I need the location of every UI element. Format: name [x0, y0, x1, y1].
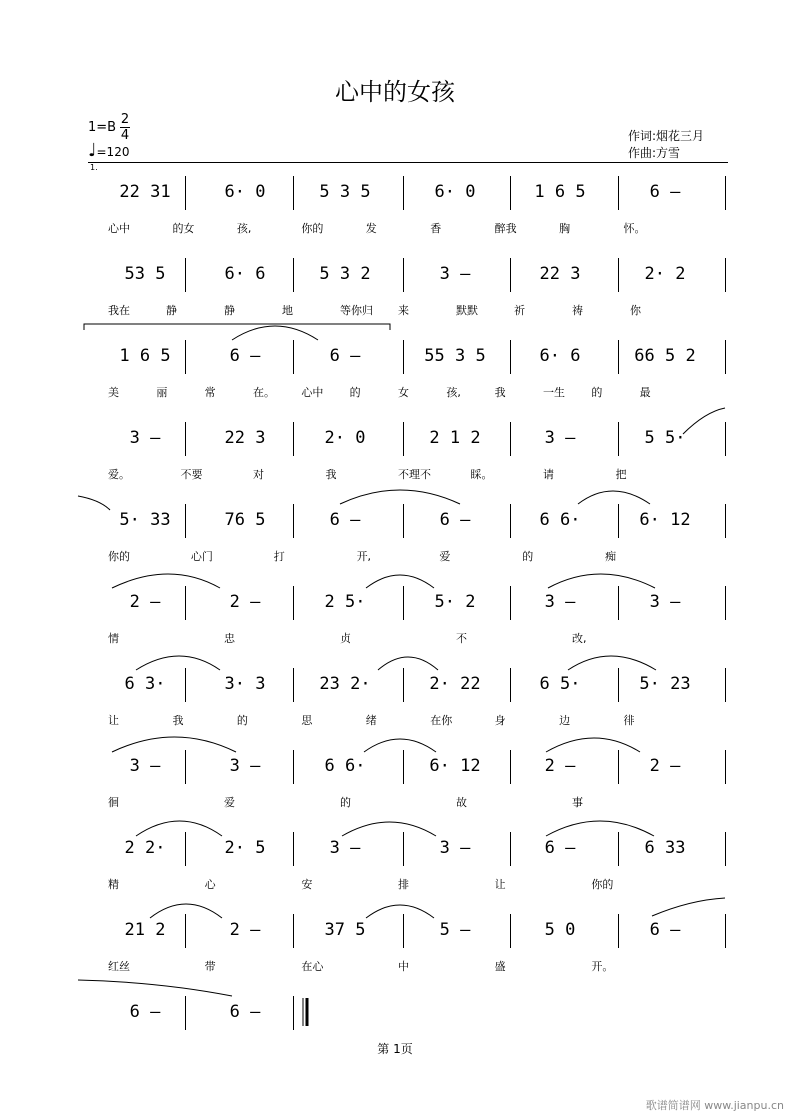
lyric: 对 — [253, 468, 264, 481]
slur — [568, 656, 656, 670]
barline — [185, 586, 186, 620]
lyric: 的 — [340, 796, 351, 809]
measure-notes: 6 33 — [644, 838, 686, 858]
barline — [185, 176, 186, 210]
barline — [185, 750, 186, 784]
barline — [403, 422, 404, 456]
lyric: 胸 — [559, 222, 571, 235]
measure-notes: 6 – — [329, 346, 361, 366]
lyric: 怀。 — [623, 222, 646, 235]
lyric: 忠 — [224, 632, 235, 645]
lyric: 祷 — [572, 304, 583, 317]
watermark: 歌谱简谱网 www.jianpu.cn — [645, 1099, 784, 1112]
lyric: 的 — [236, 714, 248, 727]
measure-notes: 3 – — [544, 592, 576, 612]
lyric: 我 — [325, 468, 337, 481]
measure-notes: 2 – — [649, 756, 681, 776]
measure-notes: 3 – — [129, 756, 161, 776]
lyric: 痴 — [605, 550, 617, 563]
barline — [725, 504, 726, 538]
barline — [618, 504, 619, 538]
barline — [618, 340, 619, 374]
barline — [618, 422, 619, 456]
barline — [618, 176, 619, 210]
measure-notes: 6 – — [229, 346, 261, 366]
lyric: 开。 — [591, 960, 614, 973]
lyric: 你的 — [301, 222, 324, 235]
measure-notes: 23 2· — [319, 674, 371, 694]
slur — [364, 739, 436, 752]
slur — [78, 496, 110, 510]
measure-notes: 6· 6 — [224, 264, 266, 284]
measure-notes: 22 3 — [224, 428, 266, 448]
measure-notes: 5 – — [439, 920, 471, 940]
lyric: 的女 — [172, 222, 195, 235]
barline — [403, 504, 404, 538]
measure-notes: 6· 6 — [539, 346, 581, 366]
measure-notes: 6 3· — [124, 674, 166, 694]
lyric: 等你归 — [340, 304, 373, 317]
measure-notes: 5 3 2 — [319, 264, 371, 284]
barline — [403, 340, 404, 374]
time-signature — [120, 112, 130, 143]
slur — [136, 656, 220, 670]
lyric: 在你 — [430, 714, 453, 727]
lyric: 打 — [273, 550, 285, 563]
barline — [725, 176, 726, 210]
lyric: 故 — [456, 796, 467, 809]
measure-notes: 6 – — [439, 510, 471, 530]
barline — [510, 422, 511, 456]
lyric: 把 — [615, 468, 627, 481]
lyric: 心 — [204, 878, 216, 891]
measure-notes: 1 6 5 — [534, 182, 586, 202]
barline — [725, 340, 726, 374]
slur — [340, 490, 460, 504]
measure-notes: 22 3 — [539, 264, 581, 284]
lyric: 女 — [398, 386, 409, 399]
time-sig-bottom: 4 — [120, 128, 130, 143]
barline — [618, 914, 619, 948]
barline — [510, 504, 511, 538]
barline — [293, 422, 294, 456]
lyric: 情 — [108, 632, 119, 645]
barline — [185, 422, 186, 456]
measure-notes: 3 – — [329, 838, 361, 858]
measure-notes: 2 2· — [124, 838, 166, 858]
slur — [578, 491, 650, 504]
lyric: 事 — [572, 796, 583, 809]
lyric: 带 — [204, 960, 216, 973]
slur — [112, 737, 236, 752]
lyric: 丽 — [156, 386, 168, 399]
song-title: 心中的女孩 — [335, 78, 455, 106]
measure-notes: 5 5· — [644, 428, 686, 448]
measure-notes: 6 – — [544, 838, 576, 858]
slur — [378, 657, 438, 670]
measure-notes: 1 6 5 — [119, 346, 171, 366]
measure-notes: 3· 3 — [224, 674, 266, 694]
barline — [618, 832, 619, 866]
measure-notes: 55 3 5 — [424, 346, 486, 366]
measure-notes: 53 5 — [124, 264, 166, 284]
barline — [293, 504, 294, 538]
barline — [403, 668, 404, 702]
lyric: 默默 — [456, 304, 478, 317]
credits — [628, 128, 704, 162]
lyric: 香 — [430, 222, 442, 235]
slur — [366, 905, 434, 918]
barline — [293, 996, 294, 1030]
lyric: 我在 — [108, 304, 130, 317]
barline — [510, 258, 511, 292]
measure-notes: 66 5 2 — [634, 346, 696, 366]
lyric: 地 — [282, 304, 293, 317]
barline — [403, 914, 404, 948]
barline — [510, 340, 511, 374]
lyric: 不理不 — [398, 468, 431, 481]
barline — [293, 586, 294, 620]
barline — [510, 832, 511, 866]
lyric: 红丝 — [108, 960, 130, 973]
lyric: 开, — [356, 550, 372, 563]
lyric: 你的 — [591, 878, 614, 891]
barline — [293, 914, 294, 948]
measure-notes: 3 – — [229, 756, 261, 776]
lyric: 我 — [494, 386, 506, 399]
lyric: 孩, — [236, 222, 252, 235]
lyric: 你的 — [108, 550, 130, 563]
barline — [293, 176, 294, 210]
lyric: 孩, — [446, 386, 461, 399]
barline — [510, 176, 511, 210]
slur — [546, 821, 654, 836]
barline — [403, 258, 404, 292]
barline — [185, 996, 186, 1030]
measure-notes: 3 – — [439, 838, 471, 858]
lyric: 来 — [398, 304, 409, 317]
lyric: 身 — [494, 714, 506, 727]
page-number: 第 1页 — [377, 1042, 413, 1056]
lyric: 美 — [108, 386, 119, 399]
measure-notes: 6· 0 — [434, 182, 476, 202]
lyric: 的 — [522, 550, 534, 563]
measure-notes: 3 – — [544, 428, 576, 448]
lyric: 中 — [398, 960, 409, 973]
lyric: 常 — [204, 386, 216, 399]
lyric: 静 — [166, 304, 177, 317]
barline — [185, 258, 186, 292]
barline — [510, 668, 511, 702]
slur — [548, 574, 655, 588]
barline — [725, 832, 726, 866]
measure-notes: 2· 5 — [224, 838, 266, 858]
slur — [78, 980, 232, 996]
lyric: 不 — [456, 632, 467, 645]
lyric: 不要 — [180, 468, 203, 481]
measure-notes: 6 6· — [539, 510, 581, 530]
lyric: 你 — [630, 304, 641, 317]
slur — [150, 904, 222, 918]
lyric: 盛 — [494, 960, 506, 973]
measure-notes: 3 – — [129, 428, 161, 448]
key-signature: 1=B — [88, 120, 117, 135]
slur — [366, 575, 434, 588]
lyric: 静 — [224, 304, 235, 317]
measure-notes: 5 3 5 — [319, 182, 371, 202]
time-sig-top: 2 — [120, 112, 130, 127]
lyric: 爱 — [439, 550, 451, 563]
measure-notes: 6· 12 — [429, 756, 481, 776]
measure-notes: 2· 2 — [644, 264, 686, 284]
lyric: 让 — [494, 878, 506, 891]
barline — [725, 914, 726, 948]
lyric: 爱。 — [108, 468, 130, 481]
repeat-bracket — [84, 324, 390, 330]
measure-notes: 2 5· — [324, 592, 366, 612]
barline — [510, 750, 511, 784]
measure-notes: 6 – — [649, 182, 681, 202]
barline — [725, 586, 726, 620]
lyric: 心门 — [190, 550, 213, 563]
lyric: 绪 — [365, 714, 377, 727]
slur — [112, 574, 220, 588]
barline — [293, 258, 294, 292]
measure-notes: 2· 0 — [324, 428, 366, 448]
measure-notes: 6· 0 — [224, 182, 266, 202]
barline — [403, 750, 404, 784]
barline — [185, 668, 186, 702]
lyric: 排 — [398, 878, 409, 891]
barline — [618, 750, 619, 784]
barline — [403, 176, 404, 210]
measure-notes: 5· 2 — [434, 592, 476, 612]
measure-notes: 6 5· — [539, 674, 581, 694]
barline — [725, 258, 726, 292]
barline — [293, 668, 294, 702]
lyric: 最 — [639, 386, 651, 399]
barline — [510, 586, 511, 620]
measure-notes: 21 2 — [124, 920, 166, 940]
lyric: 一生 — [543, 386, 565, 399]
measure-notes: 6· 12 — [639, 510, 691, 530]
lyric: 发 — [365, 222, 377, 235]
lyric: 安 — [301, 878, 313, 891]
lyric: 边 — [559, 714, 571, 727]
barline — [403, 832, 404, 866]
lyric: 爱 — [224, 796, 235, 809]
lyric: 请 — [543, 468, 554, 481]
measure-notes: 6 6· — [324, 756, 366, 776]
lyric: 心中 — [108, 222, 130, 235]
measure-notes: 2 – — [129, 592, 161, 612]
measure-notes: 2 1 2 — [429, 428, 481, 448]
lyric: 的 — [591, 386, 603, 399]
measure-notes: 5· 33 — [119, 510, 171, 530]
lyric: 的 — [349, 386, 361, 399]
measure-notes: 3 – — [439, 264, 471, 284]
measure-notes: 6 – — [329, 510, 361, 530]
measure-notes: 3 – — [649, 592, 681, 612]
measure-notes: 2· 22 — [429, 674, 481, 694]
measure-notes: 2 – — [229, 920, 261, 940]
measure-notes: 5 0 — [544, 920, 576, 940]
measure-notes: 76 5 — [224, 510, 266, 530]
lyric: 精 — [108, 878, 119, 891]
lyric: 思 — [301, 714, 313, 727]
lyric: 祈 — [514, 304, 525, 317]
lyric: 徘 — [623, 714, 635, 727]
barline — [185, 832, 186, 866]
barline — [293, 750, 294, 784]
barline — [293, 340, 294, 374]
lyric: 醉我 — [494, 222, 517, 235]
barline — [725, 422, 726, 456]
barline — [510, 914, 511, 948]
measure-notes: 22 31 — [119, 182, 171, 202]
slur — [546, 738, 640, 752]
quarter-note-icon: ♩ — [88, 140, 97, 161]
lyric: 我 — [172, 714, 184, 727]
barline — [618, 586, 619, 620]
top-rule — [88, 162, 728, 163]
measure-notes: 2 – — [544, 756, 576, 776]
measure-notes: 37 5 — [324, 920, 366, 940]
barline — [185, 504, 186, 538]
lyric: 心中 — [301, 386, 324, 399]
measure-notes: 5· 23 — [639, 674, 691, 694]
lyric: 让 — [108, 714, 119, 727]
measure-notes: 2 – — [229, 592, 261, 612]
lyric: 在。 — [253, 386, 275, 399]
composer: 作曲:方雪 — [628, 146, 681, 160]
barline — [618, 258, 619, 292]
slur — [136, 821, 222, 836]
barline — [403, 586, 404, 620]
barline — [185, 340, 186, 374]
lyric: 徊 — [108, 796, 119, 809]
lyric: 贞 — [340, 632, 351, 645]
measure-notes: 6 – — [649, 920, 681, 940]
lyricist: 作词:烟花三月 — [628, 129, 705, 143]
tempo-marking — [88, 140, 129, 161]
lyric: 改, — [572, 632, 587, 645]
measure-notes: 6 – — [129, 1002, 161, 1022]
barline — [185, 914, 186, 948]
barline — [725, 750, 726, 784]
lyric: 在心 — [301, 960, 324, 973]
slur — [232, 326, 318, 340]
slur — [652, 898, 725, 916]
measure-number: 1. — [90, 163, 98, 172]
slur — [342, 822, 436, 836]
tempo-value: =120 — [96, 145, 130, 159]
barline — [725, 668, 726, 702]
measure-notes: 6 – — [229, 1002, 261, 1022]
barline — [618, 668, 619, 702]
barline — [293, 832, 294, 866]
lyric: 睬。 — [470, 468, 493, 481]
